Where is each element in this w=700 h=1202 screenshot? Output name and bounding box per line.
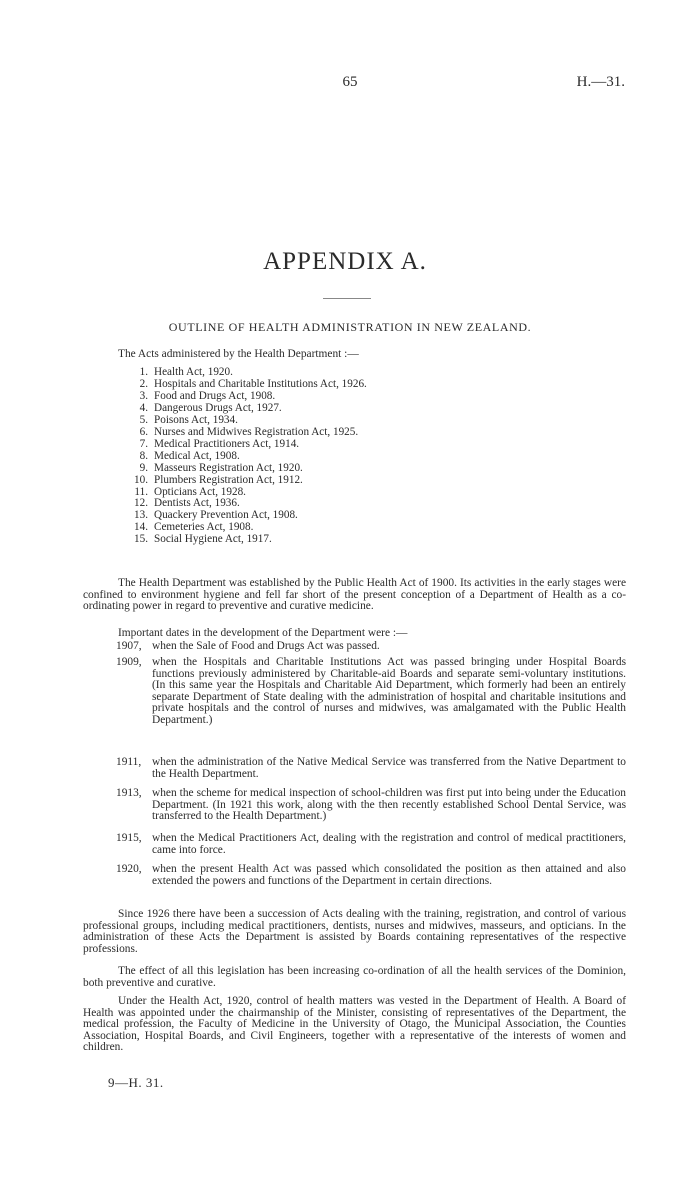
- list-item-text: Cemeteries Act, 1908.: [154, 521, 254, 534]
- list-item-number: 4.: [139, 401, 148, 414]
- list-item-text: Masseurs Registration Act, 1920.: [154, 461, 303, 474]
- paragraph-establishment: The Health Department was established by the Public Health Act of 1900. Its activities in the early stages were confined to environment hygiene and fell far short of the present conception of a Department of Health as a co-ordinating power in regard to preventive and curative medicine.: [83, 577, 626, 613]
- date-year: 1909,: [116, 656, 142, 668]
- list-item-number: 6.: [139, 425, 148, 438]
- date-entry: [116, 641, 626, 653]
- list-item-text: Food and Drugs Act, 1908.: [154, 389, 276, 402]
- list-item-text: Medical Practitioners Act, 1914.: [154, 437, 300, 450]
- list-item: [128, 475, 608, 487]
- date-description: when the Medical Practitioners Act, dealing with the registration and control of medical practitioners, came into force.: [152, 832, 626, 856]
- page-reference: H.—31.: [576, 74, 625, 90]
- list-item-number: 13.: [134, 509, 148, 522]
- list-item-number: 14.: [134, 521, 148, 534]
- acts-intro: The Acts administered by the Health Department :—: [118, 348, 359, 360]
- list-item-text: Dangerous Drugs Act, 1927.: [154, 401, 282, 414]
- list-item: [128, 427, 608, 439]
- date-entry: [116, 788, 626, 823]
- date-year: 1915,: [116, 832, 142, 844]
- list-item: [128, 439, 608, 451]
- list-item: [128, 534, 608, 546]
- date-year: 1911,: [116, 756, 142, 768]
- title-divider: [323, 298, 371, 299]
- date-description: when the scheme for medical inspection of school-children was first put into being under the Education Department. (In 1921 this work, along with the then recently established School Dental Service, was transferred to the Health Department.): [152, 787, 626, 823]
- paragraph-since-1926: Since 1926 there have been a succession of Acts dealing with the training, registration, and control of various professional groups, including medical practitioners, dentists, nurses and midwives, masseurs, and opticians. In the administration of these Acts the Department is assisted by Boards containing representatives of the respective professions.: [83, 908, 626, 955]
- acts-list: [128, 367, 608, 546]
- list-item: [128, 463, 608, 475]
- list-item-number: 2.: [139, 377, 148, 390]
- page-number: 65: [342, 74, 358, 90]
- appendix-title: APPENDIX A.: [263, 248, 427, 275]
- list-item-number: 5.: [139, 413, 148, 426]
- date-entry: [116, 864, 626, 887]
- list-item: [128, 451, 608, 463]
- list-item-text: Nurses and Midwives Registration Act, 1925.: [154, 425, 359, 438]
- list-item-text: Dentists Act, 1936.: [154, 497, 240, 510]
- list-item-number: 9.: [139, 461, 148, 474]
- date-description: when the administration of the Native Medical Service was transferred from the Native Department to the Health Department.: [152, 756, 626, 780]
- list-item-text: Social Hygiene Act, 1917.: [154, 533, 272, 546]
- list-item-number: 11.: [134, 485, 148, 498]
- list-item-number: 10.: [134, 473, 148, 486]
- date-description: when the Sale of Food and Drugs Act was passed.: [152, 640, 380, 652]
- date-year: 1913,: [116, 787, 142, 799]
- signature-mark: 9—H. 31.: [108, 1075, 164, 1090]
- list-item-number: 3.: [139, 389, 148, 402]
- list-item-text: Health Act, 1920.: [154, 366, 233, 378]
- list-item-text: Hospitals and Charitable Institutions Act, 1926.: [154, 377, 367, 390]
- list-item: [128, 415, 608, 427]
- date-year: 1920,: [116, 863, 142, 875]
- list-item-text: Opticians Act, 1928.: [154, 485, 246, 498]
- list-item-text: Plumbers Registration Act, 1912.: [154, 473, 303, 486]
- list-item-number: 8.: [139, 449, 148, 462]
- list-item-text: Poisons Act, 1934.: [154, 413, 238, 426]
- dates-intro: Important dates in the development of the Department were :—: [118, 627, 408, 639]
- list-item-number: 15.: [134, 533, 148, 546]
- paragraph-effect: The effect of all this legislation has been increasing co-ordination of all the health services of the Dominion, both preventive and curative.: [83, 965, 626, 989]
- list-item-number: 12.: [134, 497, 148, 510]
- date-entry: [116, 757, 626, 780]
- list-item-text: Quackery Prevention Act, 1908.: [154, 509, 298, 522]
- paragraph-board-of-health: Under the Health Act, 1920, control of health matters was vested in the Department of Health. A Board of Health was appointed under the chairmanship of the Minister, consisting of representatives of the Department, the medical profession, the Faculty of Medicine in the University of Otago, the Municipal Association, the Counties Association, Hospital Boards, and Civil Engineers, together with a representative of the interests of women and children.: [83, 995, 626, 1054]
- date-entry: [116, 833, 626, 856]
- date-year: 1907,: [116, 640, 142, 652]
- section-subtitle: OUTLINE OF HEALTH ADMINISTRATION IN NEW ZEALAND.: [168, 320, 532, 334]
- date-description: when the Hospitals and Charitable Institutions Act was passed bringing under Hospital Boards functions previously administered by Charitable-aid Boards and separate semi-voluntary institutions. (In this same year the Hospitals and Charitable Aid Department, which formerly had been an entirely separate Department of State dealing with the administration of hospital and charitable insitutions and private hospitals and the control of nurses and midwives, was amalgamated with the Public Health Department.): [152, 656, 626, 726]
- list-item-number: 1.: [139, 366, 148, 378]
- date-entry: [116, 657, 626, 727]
- list-item-number: 7.: [139, 437, 148, 450]
- date-description: when the present Health Act was passed which consolidated the position as then attained and also extended the powers and functions of the Department in certain directions.: [152, 863, 626, 887]
- list-item-text: Medical Act, 1908.: [154, 449, 240, 462]
